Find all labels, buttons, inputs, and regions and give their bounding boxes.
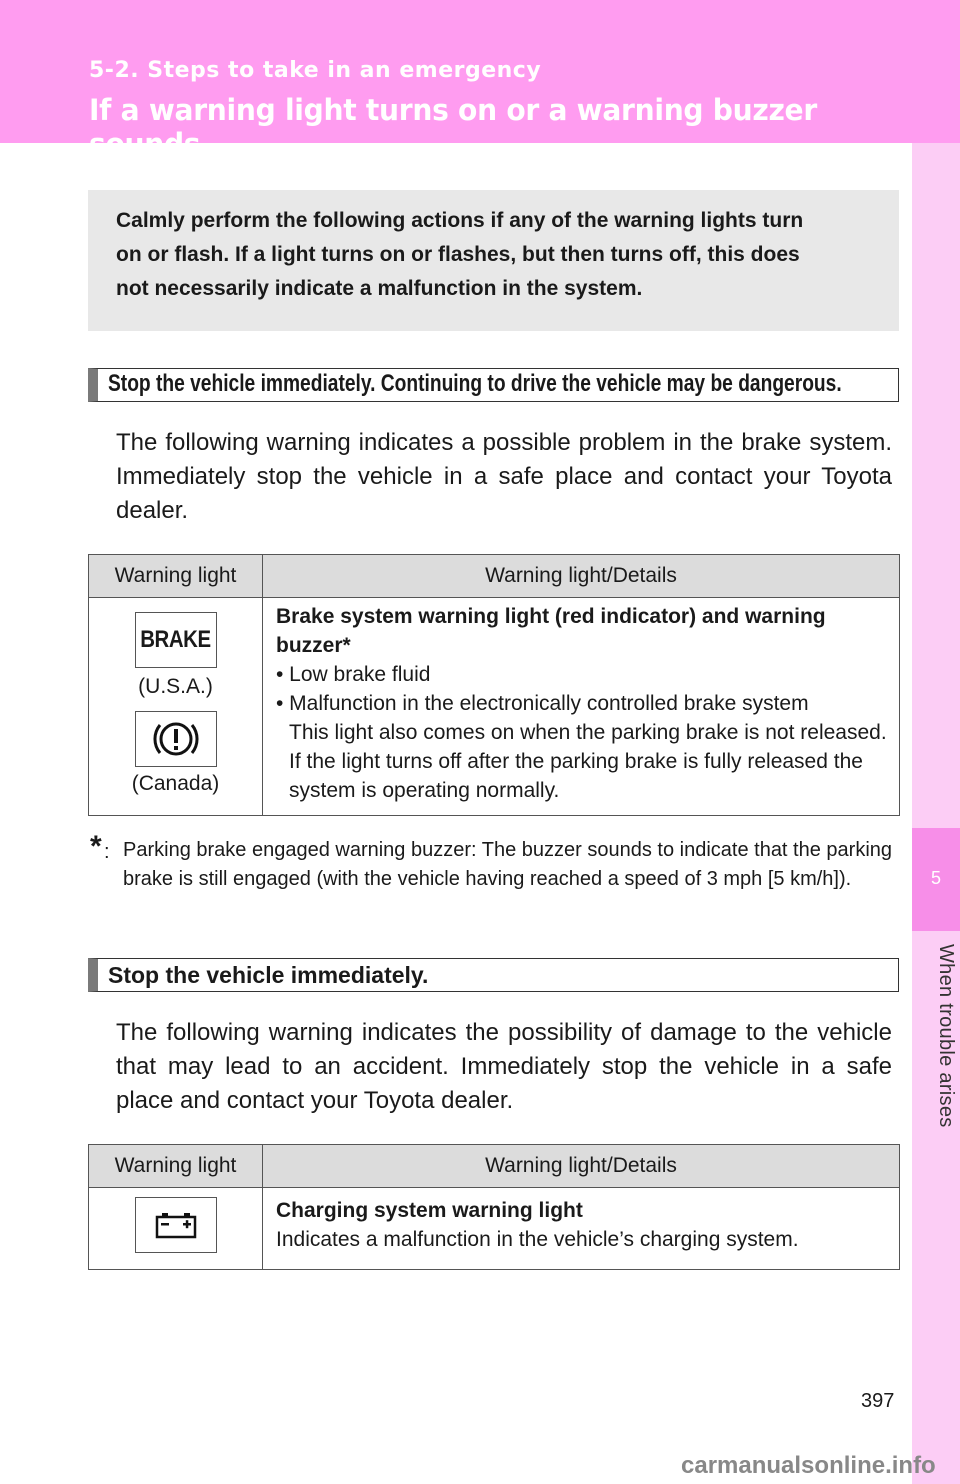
detail-bullet: • Malfunction in the electronically controlled brake system	[276, 692, 809, 715]
page-number: 397	[861, 1390, 895, 1412]
page-title: If a warning light turns on or a warning buzzer sounds...	[89, 93, 817, 161]
chapter-number-tab[interactable]: 5	[912, 828, 960, 931]
column-header: Warning light	[89, 555, 263, 598]
chapter-side-tab	[912, 143, 960, 1484]
section-heading-brake	[88, 368, 899, 402]
battery-icon	[135, 1197, 217, 1253]
watermark: carmanualsonline.info	[681, 1452, 936, 1479]
warning-title: Brake system warning light (red indicator) and warning buzzer*	[276, 605, 826, 657]
column-header: Warning light	[89, 1145, 263, 1188]
brake-icon	[135, 612, 217, 668]
warning-detail: Indicates a malfunction in the vehicle’s charging system.	[276, 1228, 799, 1251]
brake-icon-text: BRAKE	[140, 626, 211, 653]
section-heading-text: Stop the vehicle immediately.	[108, 962, 429, 988]
intro-box	[88, 190, 899, 331]
section-heading-text: Stop the vehicle immediately. Continuing to drive the vehicle may be dangerous.	[108, 370, 842, 397]
caption-canada: (Canada)	[131, 772, 220, 795]
column-header: Warning light/Details	[263, 1145, 900, 1188]
warning-title: Charging system warning light	[276, 1199, 583, 1222]
chapter-label: When trouble arises	[935, 944, 957, 1128]
footnote-mark: *	[90, 830, 102, 863]
section-body-charging: The following warning indicates the possibility of damage to the vehicle that may lead to an accident. Immediately stop the vehicle in a safe place and contact your Toyota dealer.	[116, 1019, 892, 1114]
caption-usa: (U.S.A.)	[138, 675, 213, 698]
footnote-text: Parking brake engaged warning buzzer: The buzzer sounds to indicate that the parking brake is still engaged (with the vehicle having reached a speed of 3 mph [5 km/h]).	[123, 839, 893, 890]
section-label: 5-2. Steps to take in an emergency	[89, 58, 542, 83]
brake-warning-circle-icon	[135, 711, 217, 767]
page-header	[0, 0, 960, 161]
section-body-brake: The following warning indicates a possible problem in the brake system. Immediately stop the vehicle in a safe place and contact your Toyota dealer.	[116, 429, 892, 524]
column-header: Warning light/Details	[263, 555, 900, 598]
intro-line: Calmly perform the following actions if any of the warning lights turn	[116, 209, 804, 232]
brake-warning-table	[88, 554, 900, 816]
warning-details-cell	[263, 1188, 900, 1270]
warning-light-cell	[89, 1188, 263, 1270]
footnote: * : Parking brake engaged warning buzzer: The buzzer sounds to indicate that the parking brake is still engaged (with the vehicle having reached a speed of 3 mph [5 km/h]).	[90, 836, 892, 894]
intro-line: on or flash. If a light turns on or flashes, but then turns off, this does	[116, 243, 800, 266]
intro-line: not necessarily indicate a malfunction in the system.	[116, 277, 643, 300]
detail-bullet: • Low brake fluid	[276, 663, 431, 686]
warning-details-cell	[263, 598, 900, 816]
charging-warning-table	[88, 1144, 900, 1270]
warning-light-cell	[89, 598, 263, 816]
detail-note: This light also comes on when the parking brake is not released. If the light turns off after the parking brake is fully released the system is operating normally.	[289, 721, 887, 802]
section-heading-stop	[88, 958, 899, 992]
